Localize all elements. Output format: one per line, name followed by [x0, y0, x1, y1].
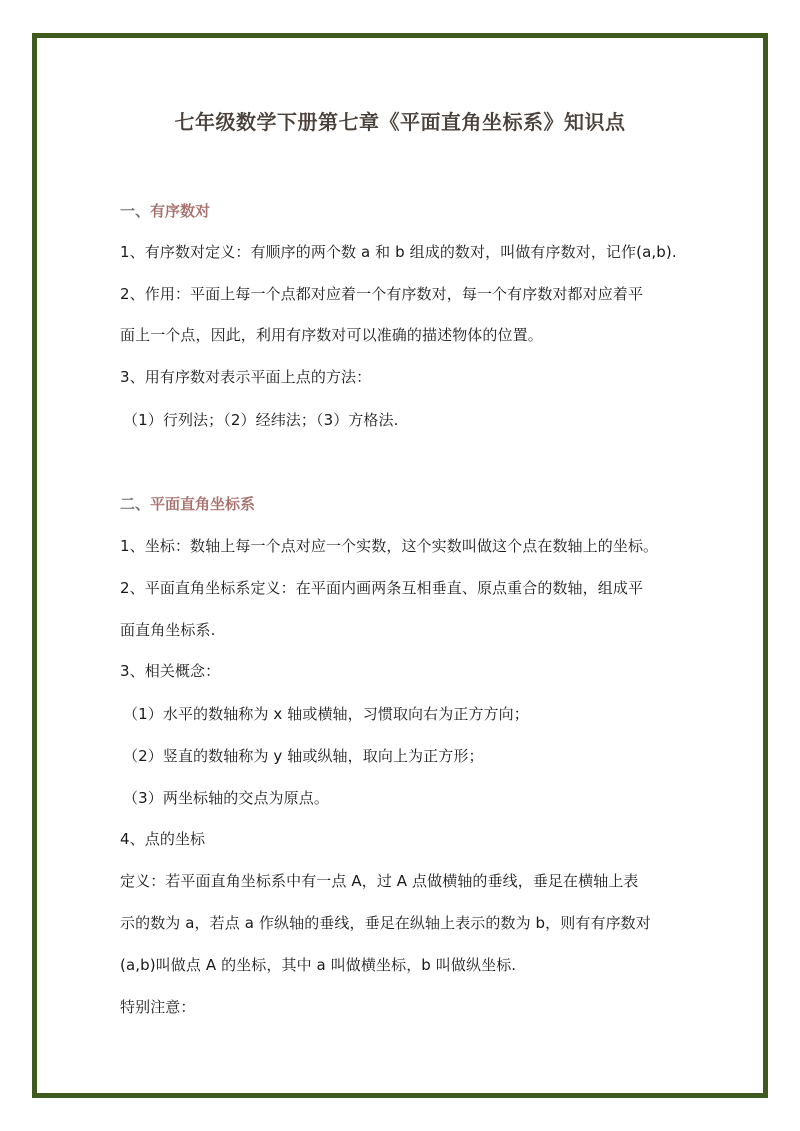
paragraph-line: 3、用有序数对表示平面上点的方法： — [120, 368, 372, 386]
paragraph-line: （1）行列法；（2）经纬法；（3）方格法. — [123, 411, 399, 429]
paragraph-line: 特别注意： — [120, 998, 196, 1016]
paragraph-line: 2、作用：平面上每一个点都对应着一个有序数对，每一个有序数对都对应着平 — [120, 285, 644, 303]
page-border-frame — [32, 33, 768, 1098]
paragraph-line: 示的数为 a，若点 a 作纵轴的垂线，垂足在纵轴上表示的数为 b，则有有序数对 — [120, 914, 651, 932]
paragraph-line: 面直角坐标系. — [120, 621, 216, 639]
section-label: 平面直角坐标系 — [150, 495, 256, 513]
paragraph-line: （1）水平的数轴称为 x 轴或横轴，习惯取向右为正方方向； — [123, 705, 529, 723]
paragraph-line: （2）竖直的数轴称为 y 轴或纵轴，取向上为正方形； — [123, 747, 484, 765]
section-number: 一、 — [120, 202, 151, 220]
document-title: 七年级数学下册第七章《平面直角坐标系》知识点 — [174, 110, 626, 134]
paragraph-line: 1、坐标：数轴上每一个点对应一个实数，这个实数叫做这个点在数轴上的坐标。 — [120, 537, 659, 555]
section-heading-ordered-pairs — [120, 200, 210, 221]
section-heading-coordinate-system — [120, 493, 255, 514]
paragraph-line: （3）两坐标轴的交点为原点。 — [123, 789, 329, 807]
paragraph-line: 3、相关概念： — [120, 662, 221, 680]
paragraph-line: 2、平面直角坐标系定义：在平面内画两条互相垂直、原点重合的数轴，组成平 — [120, 579, 644, 597]
section-number: 二、 — [120, 495, 151, 513]
paragraph-line: 定义：若平面直角坐标系中有一点 A，过 A 点做横轴的垂线，垂足在横轴上表 — [120, 872, 639, 890]
paragraph-line: 4、点的坐标 — [120, 830, 206, 848]
paragraph-line: 面上一个点，因此，利用有序数对可以准确的描述物体的位置。 — [120, 326, 543, 344]
paragraph-line: (a,b)叫做点 A 的坐标，其中 a 叫做横坐标，b 叫做纵坐标. — [120, 956, 517, 974]
section-label: 有序数对 — [150, 202, 211, 220]
paragraph-line: 1、有序数对定义：有顺序的两个数 a 和 b 组成的数对，叫做有序数对，记作(a,b). — [120, 243, 677, 261]
